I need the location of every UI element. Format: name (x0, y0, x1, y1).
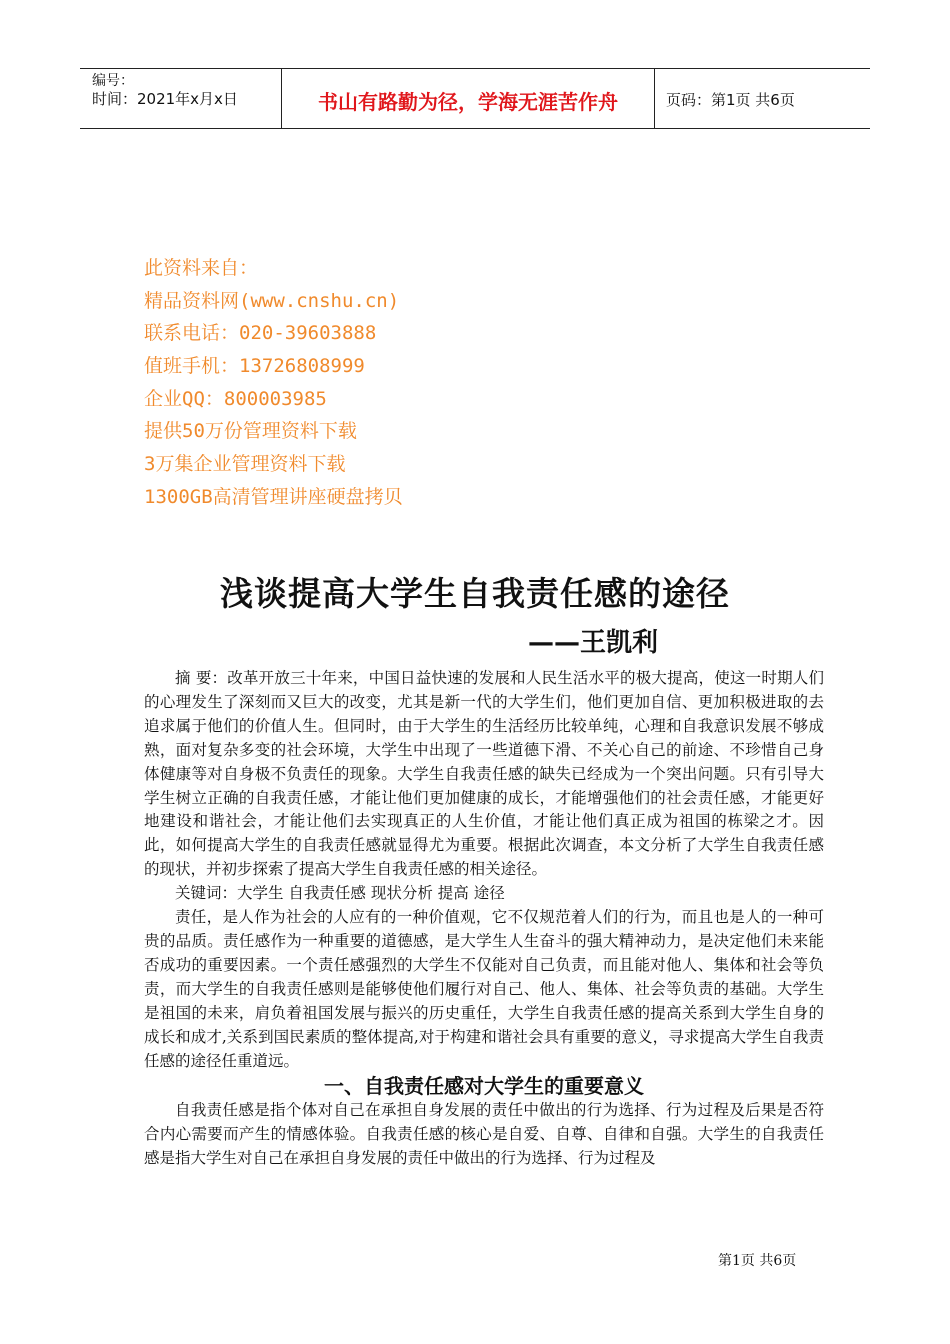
source-line: 值班手机：13726808999 (144, 355, 365, 378)
source-info-block (144, 252, 403, 514)
section-heading: 一、自我责任感对大学生的重要意义 (324, 1074, 644, 1099)
header-rule-top (80, 68, 870, 69)
page-footer: 第1页 共6页 (718, 1253, 797, 1269)
header-divider-right (654, 68, 655, 129)
header-motto: 书山有路勤为径，学海无涯苦作舟 (318, 90, 618, 114)
section-paragraph: 自我责任感是指个体对自己在承担自身发展的责任中做出的行为选择、行为过程及后果是否符合内心需要而产生的情感体验。自我责任感的核心是自爱、自尊、自律和自强。大学生的自我责任感是指大学生对自己在承担自身发展的责任中做出的行为选择、行为过程及 (144, 1101, 824, 1168)
source-line: 提供50万份管理资料下载 (144, 420, 357, 443)
source-line: 3万集企业管理资料下载 (144, 453, 346, 476)
header-rule-bottom (80, 128, 870, 129)
header-page-label: 页码：第1页 共6页 (666, 91, 795, 109)
header-time-label: 时间：2021年x月x日 (92, 90, 238, 108)
source-line: 此资料来自： (144, 257, 259, 279)
document-body (144, 667, 824, 1171)
source-line: 精品资料网(www.cnshu.cn) (144, 289, 400, 312)
source-line: 1300GB高清管理讲座硬盘拷贝 (144, 485, 403, 508)
document-author: ——王凯利 (528, 628, 659, 658)
source-line: 联系电话：020-39603888 (144, 322, 377, 345)
intro-paragraph: 责任，是人作为社会的人应有的一种价值观，它不仅规范着人们的行为，而且也是人的一种可贵的品质。责任感作为一种重要的道德感，是大学生人生奋斗的强大精神动力，是决定他们未来能否成功的重要因素。一个责任感强烈的大学生不仅能对自己负责，而且能对他人、集体和社会等负责，而大学生的自我责任感则是能够使他们履行对自己、他人、集体、社会等负责的基础。大学生是祖国的未来，肩负着祖国发展与振兴的历史重任，大学生自我责任感的提高关系到大学生自身的成长和成才,关系到国民素质的整体提高,对于构建和谐社会具有重要的意义，寻求提高大学生自我责任感的途径任重道远。 (144, 908, 824, 1070)
header-number-label: 编号： (92, 73, 134, 89)
keywords-line: 关键词：大学生 自我责任感 现状分析 提高 途径 (175, 884, 505, 903)
source-line: 企业QQ：800003985 (144, 387, 327, 410)
document-title: 浅谈提高大学生自我责任感的途径 (220, 574, 730, 613)
abstract-paragraph: 摘 要：改革开放三十年来，中国日益快速的发展和人民生活水平的极大提高，使这一时期人们的心理发生了深刻而又巨大的改变，尤其是新一代的大学生们，他们更加自信、更加积极进取的去追求属于他们的价值人生。但同时，由于大学生的生活经历比较单纯，心理和自我意识发展不够成熟，面对复杂多变的社会环境，大学生中出现了一些道德下滑、不关心自己的前途、不珍惜自己身体健康等对自身极不负责任的现象。大学生自我责任感的缺失已经成为一个突出问题。只有引导大学生树立正确的自我责任感，才能让他们更加健康的成长，才能增强他们的社会责任感，才能更好地建设和谐社会，才能让他们去实现真正的人生价值，才能让他们真正成为祖国的栋梁之才。因此，如何提高大学生的自我责任感就显得尤为重要。根据此次调查，本文分析了大学生自我责任感的现状，并初步探索了提高大学生自我责任感的相关途径。 (144, 669, 824, 879)
